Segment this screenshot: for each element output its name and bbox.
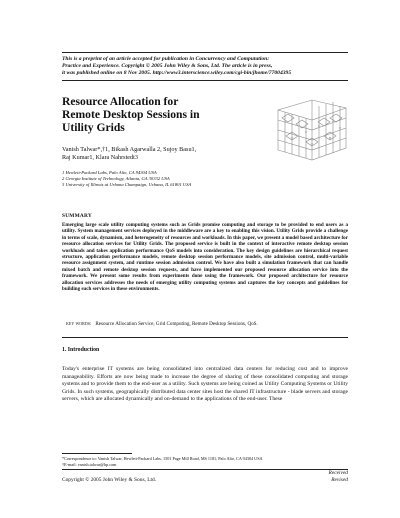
author-list [62, 146, 262, 161]
footnote-rule [62, 453, 132, 454]
footnote-correspondence: *Correspondence to: Vanish Talwar, Hewlett-Packard Labs, 1501 Page Mill Road, MS 1181, Palo Alto, CA 94304 USA [62, 456, 263, 461]
footnote-email: †E-mail: vanish.talwar@hp.com [62, 462, 117, 467]
paper-title [62, 95, 232, 134]
summary-rule [62, 337, 348, 338]
summary-text: Emerging large scale utility computing systems such as Grids promise computing and storage to be provided to end users as a utility. System management services deployed in the middleware are a key to enabling this vision. Utility Grids provide a challenge in terms of scale, dynamism, and heterogeneity of resources and workloads. In this paper, we present a model based architecture for resource allocation services for Utility Grids. The proposed service is built in the context of interactive remote desktop session workloads and takes application performance QoS models into consideration. The key design guidelines are hierarchical request structure, application performance models, remote desktop session performance models, site admission control, multi-variable resource assignment system, and runtime session admission control. We have also built a simulation framework that can handle mixed batch and remote desktop session requests, and have implemented our proposed resource allocation service into the framework. We present some results from experiments done using the framework. Our proposed architecture for resource allocation services addresses the needs of emerging utility computing systems and captures the key concepts and guidelines for building such services in these environments. [62, 222, 348, 293]
preprint-rule [62, 80, 348, 81]
affiliation-3: 3 University of Illinois at Urbana Champaign, Urbana, IL 61801 USA [62, 181, 192, 187]
preprint-notice [62, 56, 350, 78]
affiliations [62, 170, 282, 187]
top-rule [62, 52, 348, 53]
keywords-label: key words: [66, 321, 92, 327]
affiliation-2: 2 Georgia Institute of Technology, Atlanta, GA 30332 USA [62, 175, 170, 181]
title-line-1: Resource Allocation for [62, 95, 179, 108]
revised-label: Revised [331, 477, 348, 483]
copyright-notice: Copyright © 2005 John Wiley & Sons, Ltd. [62, 477, 157, 483]
authors-line-1: Vanish Talwar*,†1, Bikash Agarwalla 2, Sujoy Basu1, [62, 146, 197, 153]
section-heading-introduction: 1. Introduction [62, 347, 100, 353]
keywords [62, 321, 348, 327]
preprint-line-2: Practice and Experience. Copyright © 2005 John Wiley & Sons, Ltd. The article is in press, [62, 63, 273, 70]
title-line-2: Remote Desktop Sessions in [62, 108, 200, 121]
keywords-text: Resource Allocation Service, Grid Computing, Remote Desktop Sessions, QoS. [95, 321, 258, 327]
authors-line-2: Raj Kumar1, Klara Nahrstedt3 [62, 153, 138, 161]
received-label: Received [328, 470, 348, 476]
footer-rule [62, 469, 348, 470]
preprint-line-1: This is a preprint of an article accepted for publication in Concurrency and Computation: [62, 56, 270, 62]
preprint-line-3: it was published online on 8 Nov 2005. http://www3.interscience.wiley.com/cgi-bin/jhome/77004395 [62, 70, 292, 77]
title-line-3: Utility Grids [62, 121, 125, 134]
affiliation-1: 1 Hewlett-Packard Labs, Palo Alto, CA 94304 USA [62, 170, 157, 175]
introduction-paragraph: Today's enterprise IT systems are being consolidated into centralized data centers for reducing cost and to improve manageability. Efforts are now being made to increase the degree of sharing of these consolidated computing and storage systems and to provide them to the end-user as a utility. Such systems are being coined as Utility Computing Systems or Utility Grids. In such systems, geographically distributed data center sites host the shared IT infrastructure - blade servers and storage servers, which are allocated dynamically and on-demand to the applications of the end-user. These [62, 366, 348, 403]
journal-lattice-logo [272, 98, 350, 162]
summary-heading: SUMMARY [62, 213, 92, 219]
